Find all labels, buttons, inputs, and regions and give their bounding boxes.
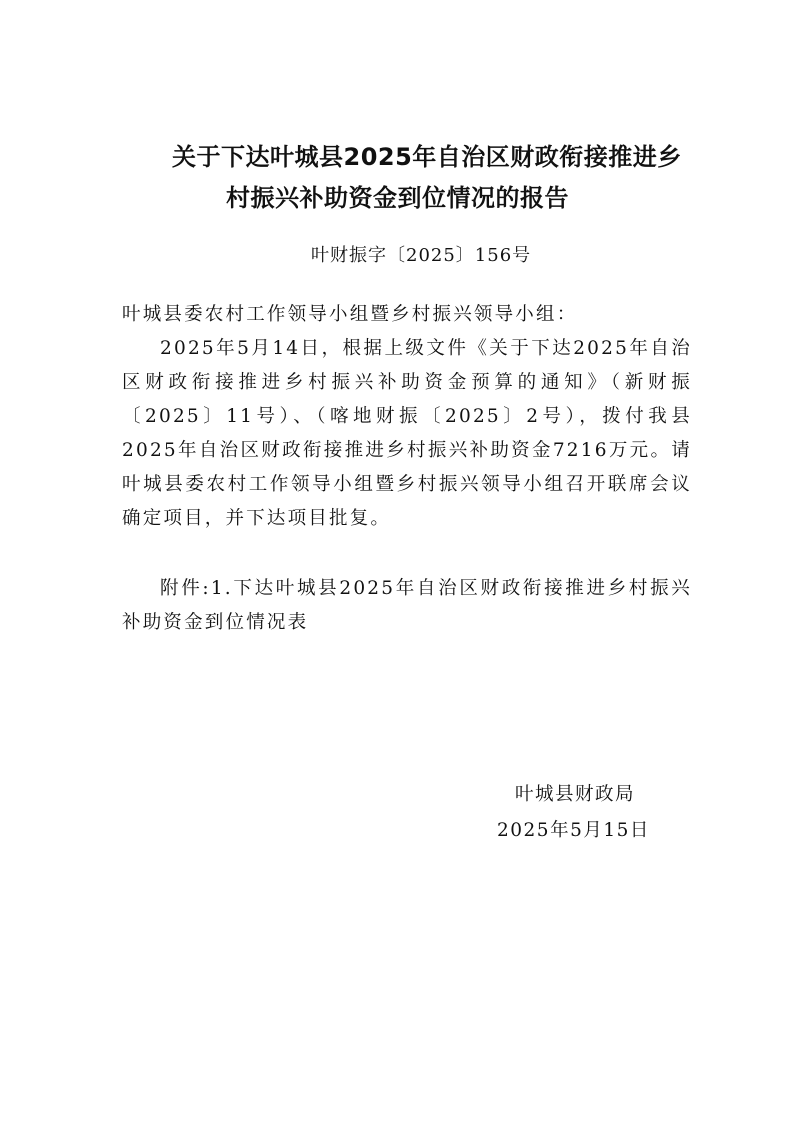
document-title-line-2: 村振兴补助资金到位情况的报告	[226, 184, 569, 212]
attachment-note: 附件:1.下达叶城县2025年自治区财政衔接推进乡村振兴补助资金到位情况表	[122, 578, 692, 633]
signature-organization: 叶城县财政局	[515, 784, 636, 805]
signature-date: 2025年5月15日	[497, 820, 650, 841]
document-number: 叶财振字〔2025〕156号	[311, 245, 532, 266]
salutation: 叶城县委农村工作领导小组暨乡村振兴领导小组：	[122, 304, 578, 325]
body-paragraph: 2025年5月14日，根据上级文件《关于下达2025年自治区财政衔接推进乡村振兴补助资金预算的通知》（新财振〔2025〕11号）、（喀地财振〔2025〕2号），拨付我县2025年自治区财政衔接推进乡村振兴补助资金7216万元。请叶城县委农村工作领导小组暨乡村振兴领导小组召开联席会议确定项目，并下达项目批复。	[122, 338, 692, 529]
document-title-line-1: 关于下达叶城县2025年自治区财政衔接推进乡	[172, 143, 682, 171]
